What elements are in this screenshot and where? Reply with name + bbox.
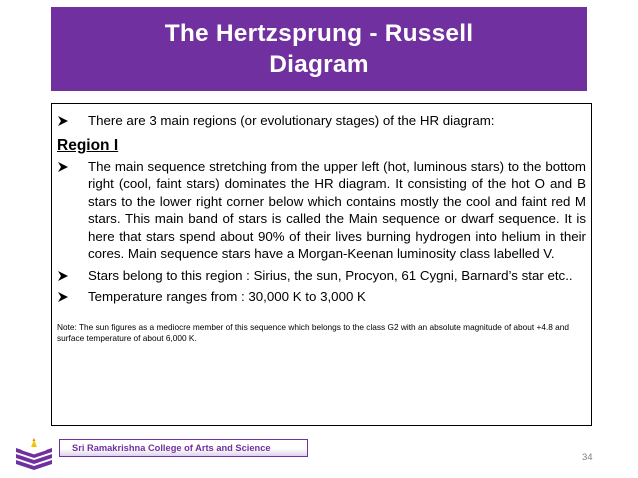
bullet-main-sequence-text: The main sequence stretching from the upper left (hot, luminous stars) to the bottom right (cool, faint stars) dominates the HR diagram. It consisting of the hot O and B stars to the lower right corner below which contains mostly the cool and faint red M stars. This main band of stars is called the Main sequence or dwarf sequence. It is here that stars spend about 90% of their lives burning hydrogen into helium in their cores. Main sequence stars have a Morgan-Keenan luminosity class labelled V. <box>88 158 586 261</box>
bullet-stars-text: Stars belong to this region : Sirius, the sun, Procyon, 61 Cygni, Barnard’s star etc.. <box>88 267 573 283</box>
bullet-temperature <box>56 288 586 306</box>
title-banner <box>51 7 587 91</box>
region-heading: Region I <box>57 136 119 154</box>
college-name: Sri Ramakrishna College of Arts and Science <box>72 443 271 453</box>
arrow-bullet-icon <box>57 270 69 282</box>
note-text: Note: The sun figures as a mediocre member of this sequence which belongs to the class G2 with an absolute magnitude of about +4.8 and surface temperature of about 6,000 K. <box>57 321 570 343</box>
bullet-main-sequence <box>56 158 586 263</box>
arrow-bullet-icon <box>57 291 69 303</box>
slide-number: 34 <box>582 452 593 463</box>
bullet-intro-text: There are 3 main regions (or evolutionary stages) of the HR diagram: <box>88 113 495 128</box>
arrow-bullet-icon <box>57 161 69 173</box>
college-logo-icon <box>13 438 55 472</box>
bullet-stars <box>56 267 586 285</box>
bullet-temperature-text: Temperature ranges from : 30,000 K to 3,000 K <box>88 289 366 304</box>
arrow-bullet-icon <box>57 115 69 127</box>
bullet-intro <box>56 112 586 130</box>
slide-title: The Hertzsprung - Russell Diagram <box>164 20 474 78</box>
footer-bar <box>59 439 308 457</box>
content-box <box>51 103 592 426</box>
